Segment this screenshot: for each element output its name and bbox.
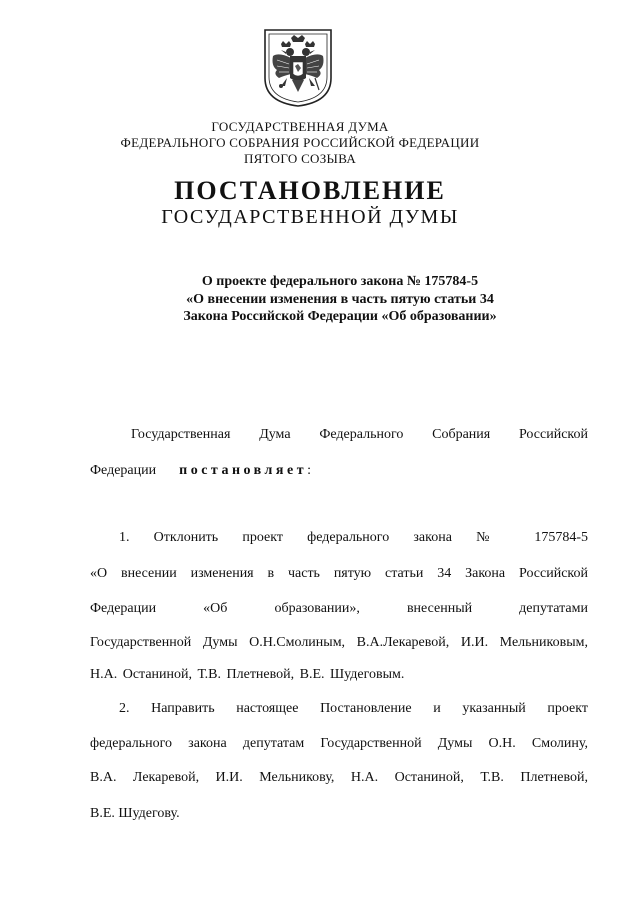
item1-line-3: Федерации «Об образовании», внесенный депутатами: [90, 601, 588, 616]
item1-line-1: 1. Отклонить проект федерального закона № 175784-5: [119, 530, 588, 545]
item1-line-2: «О внесении изменения в часть пятую статьи 34 Закона Российской: [90, 566, 588, 581]
item2-line-4: В.Е. Шудегову.: [90, 806, 180, 821]
item1-line-5: Н.А. Останиной, Т.В. Плетневой, В.Е. Шудеговым.: [90, 667, 405, 682]
convocation: ПЯТОГО СОЗЫВА: [243, 151, 357, 166]
org-name-line2: ФЕДЕРАЛЬНОГО СОБРАНИЯ РОССИЙСКОЙ ФЕДЕРАЦИИ: [120, 135, 480, 150]
item2-line-2: федерального закона депутатам Государственной Думы О.Н. Смолину,: [90, 736, 588, 751]
item2-line-1: 2. Направить настоящее Постановление и указанный проект: [119, 701, 588, 716]
item1-line-4: Государственной Думы О.Н.Смолиным, В.А.Лекаревой, И.И. Мельниковым,: [90, 635, 588, 650]
document-title: ПОСТАНОВЛЕНИЕ: [174, 176, 446, 205]
subject-line-3: Закона Российской Федерации «Об образовании»: [183, 309, 497, 324]
subject-line-1: О проекте федерального закона № 175784-5: [201, 274, 479, 289]
org-name-line1: ГОСУДАРСТВЕННАЯ ДУМА: [211, 119, 389, 134]
item2-line-3: В.А. Лекаревой, И.И. Мельникову, Н.А. Останиной, Т.В. Плетневой,: [90, 770, 588, 785]
resolve-verb: постановляет: [179, 463, 308, 478]
document-subtitle: ГОСУДАРСТВЕННОЙ ДУМЫ: [161, 206, 459, 228]
preamble-colon: :: [307, 463, 311, 478]
russian-coat-of-arms-icon: [261, 26, 335, 108]
preamble-line-2: [90, 462, 311, 480]
subject-line-2: «О внесении изменения в часть пятую статьи 34: [186, 292, 494, 307]
preamble-line-1: Государственная Дума Федерального Собрания Российской: [131, 427, 588, 442]
preamble-text: Федерации: [90, 463, 157, 478]
